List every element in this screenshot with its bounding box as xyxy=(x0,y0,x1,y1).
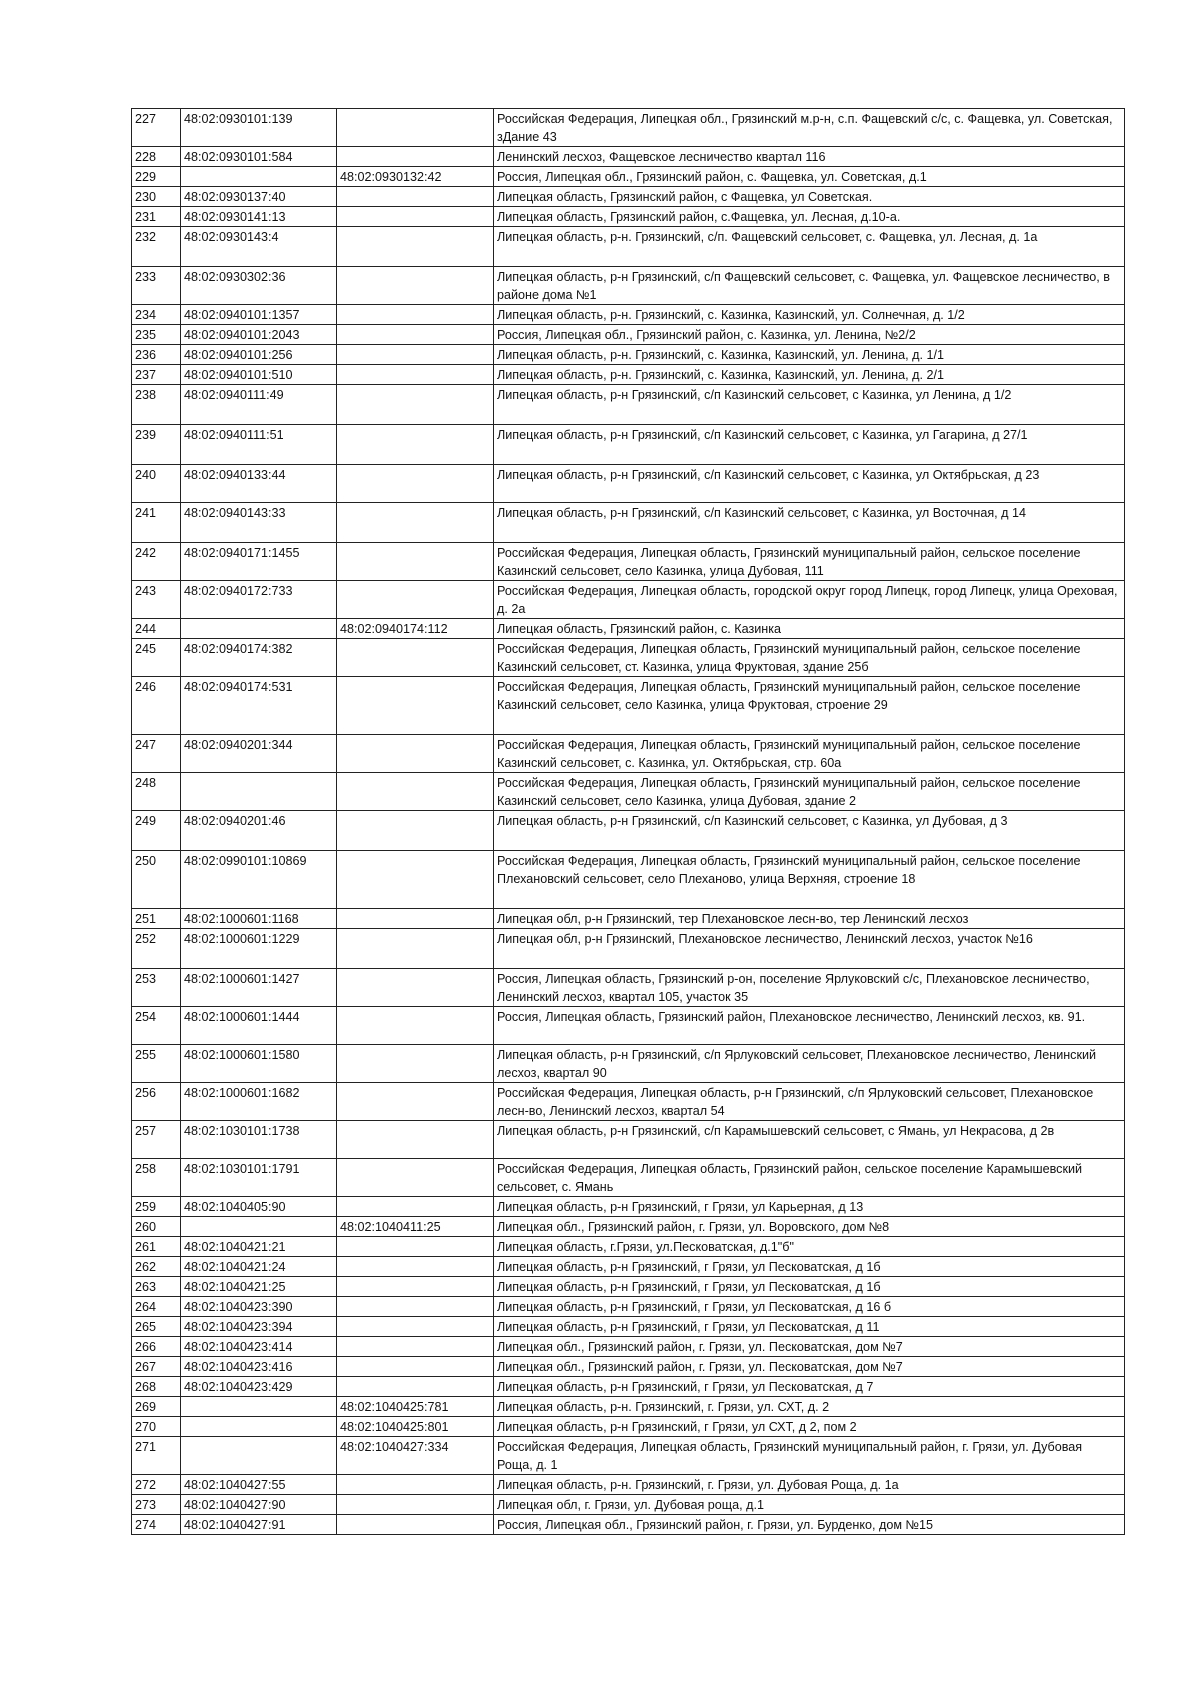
table-row xyxy=(132,167,1125,187)
cadastral-number-cell: 48:02:1000601:1444 xyxy=(181,1007,337,1045)
related-cadastral-number-cell xyxy=(337,1197,494,1217)
address-cell: Липецкая область, р-н. Грязинский, с. Казинка, Казинский, ул. Ленина, д. 2/1 xyxy=(494,365,1125,385)
table-row xyxy=(132,1417,1125,1437)
related-cadastral-number-cell xyxy=(337,1277,494,1297)
related-cadastral-number-cell xyxy=(337,1045,494,1083)
cadastral-number-cell: 48:02:0940101:510 xyxy=(181,365,337,385)
cadastral-number-cell: 48:02:1040423:390 xyxy=(181,1297,337,1317)
table-body xyxy=(132,109,1125,1535)
row-number-cell: 256 xyxy=(132,1083,181,1121)
related-cadastral-number-cell xyxy=(337,305,494,325)
table-row xyxy=(132,619,1125,639)
table-row xyxy=(132,147,1125,167)
row-number-cell: 231 xyxy=(132,207,181,227)
address-cell: Российская Федерация, Липецкая область, Грязинский район, сельское поселение Карамышевский сельсовет, с. Ямань xyxy=(494,1159,1125,1197)
address-cell: Липецкая область, р-н. Грязинский, с. Казинка, Казинский, ул. Солнечная, д. 1/2 xyxy=(494,305,1125,325)
cadastral-number-cell: 48:02:0940171:1455 xyxy=(181,543,337,581)
address-cell: Российская Федерация, Липецкая обл., Грязинский м.р-н, с.п. Фащевский с/с, с. Фащевка, ул. Советская, зДание 43 xyxy=(494,109,1125,147)
cadastral-number-cell: 48:02:0930101:584 xyxy=(181,147,337,167)
address-cell: Липецкая область, Грязинский район, с.Фащевка, ул. Лесная, д.10-а. xyxy=(494,207,1125,227)
address-cell: Российская Федерация, Липецкая область, р-н Грязинский, с/п Ярлуковский сельсовет, Плехановское лесн-во, Ленинский лесхоз, квартал 54 xyxy=(494,1083,1125,1121)
row-number-cell: 241 xyxy=(132,503,181,543)
row-number-cell: 249 xyxy=(132,811,181,851)
cadastral-number-cell: 48:02:1040423:429 xyxy=(181,1377,337,1397)
cadastral-number-cell: 48:02:1040423:416 xyxy=(181,1357,337,1377)
table-row xyxy=(132,1397,1125,1417)
cadastral-number-cell: 48:02:1040427:90 xyxy=(181,1495,337,1515)
address-cell: Липецкая область, р-н. Грязинский, г. Грязи, ул. Дубовая Роща, д. 1а xyxy=(494,1475,1125,1495)
table-row xyxy=(132,1297,1125,1317)
related-cadastral-number-cell xyxy=(337,325,494,345)
table-row xyxy=(132,267,1125,305)
table-row xyxy=(132,1475,1125,1495)
cadastral-number-cell: 48:02:0940201:46 xyxy=(181,811,337,851)
cadastral-number-cell: 48:02:0930302:36 xyxy=(181,267,337,305)
row-number-cell: 270 xyxy=(132,1417,181,1437)
address-cell: Липецкая область, р-н Грязинский, с/п Фащевский сельсовет, с. Фащевка, ул. Фащевское лесничество, в районе дома №1 xyxy=(494,267,1125,305)
cadastral-number-cell: 48:02:1040423:414 xyxy=(181,1337,337,1357)
row-number-cell: 260 xyxy=(132,1217,181,1237)
row-number-cell: 237 xyxy=(132,365,181,385)
row-number-cell: 234 xyxy=(132,305,181,325)
address-cell: Липецкая область, р-н Грязинский, г Грязи, ул Песковатская, д 16 б xyxy=(494,1297,1125,1317)
row-number-cell: 263 xyxy=(132,1277,181,1297)
cadastral-number-cell: 48:02:0940111:49 xyxy=(181,385,337,425)
table-row xyxy=(132,1257,1125,1277)
related-cadastral-number-cell xyxy=(337,735,494,773)
table-row xyxy=(132,1237,1125,1257)
cadastral-number-cell: 48:02:1000601:1580 xyxy=(181,1045,337,1083)
address-cell: Липецкая область, р-н Грязинский, с/п Ярлуковский сельсовет, Плехановское лесничество, Ленинский лесхоз, квартал 90 xyxy=(494,1045,1125,1083)
table-row xyxy=(132,811,1125,851)
related-cadastral-number-cell xyxy=(337,969,494,1007)
related-cadastral-number-cell xyxy=(337,909,494,929)
row-number-cell: 243 xyxy=(132,581,181,619)
table-row xyxy=(132,1377,1125,1397)
table-row xyxy=(132,909,1125,929)
table-row xyxy=(132,929,1125,969)
cadastral-number-cell: 48:02:1000601:1682 xyxy=(181,1083,337,1121)
table-row xyxy=(132,1217,1125,1237)
address-cell: Липецкая область, р-н Грязинский, г Грязи, ул СХТ, д 2, пом 2 xyxy=(494,1417,1125,1437)
row-number-cell: 259 xyxy=(132,1197,181,1217)
cadastral-number-cell: 48:02:1000601:1229 xyxy=(181,929,337,969)
table-row xyxy=(132,851,1125,909)
table-row xyxy=(132,345,1125,365)
table-row xyxy=(132,365,1125,385)
address-cell: Ленинский лесхоз, Фащевское лесничество квартал 116 xyxy=(494,147,1125,167)
row-number-cell: 230 xyxy=(132,187,181,207)
row-number-cell: 272 xyxy=(132,1475,181,1495)
related-cadastral-number-cell xyxy=(337,267,494,305)
row-number-cell: 248 xyxy=(132,773,181,811)
address-cell: Липецкая область, Грязинский район, с. Казинка xyxy=(494,619,1125,639)
row-number-cell: 265 xyxy=(132,1317,181,1337)
row-number-cell: 227 xyxy=(132,109,181,147)
row-number-cell: 228 xyxy=(132,147,181,167)
cadastral-number-cell xyxy=(181,773,337,811)
table-row xyxy=(132,305,1125,325)
related-cadastral-number-cell xyxy=(337,109,494,147)
related-cadastral-number-cell xyxy=(337,1475,494,1495)
cadastral-number-cell xyxy=(181,1217,337,1237)
table-row xyxy=(132,385,1125,425)
address-cell: Липецкая область, р-н Грязинский, г Грязи, ул Песковатская, д 1б xyxy=(494,1277,1125,1297)
related-cadastral-number-cell: 48:02:1040425:781 xyxy=(337,1397,494,1417)
row-number-cell: 267 xyxy=(132,1357,181,1377)
related-cadastral-number-cell xyxy=(337,811,494,851)
row-number-cell: 247 xyxy=(132,735,181,773)
address-cell: Липецкая область, р-н. Грязинский, г. Грязи, ул. СХТ, д. 2 xyxy=(494,1397,1125,1417)
address-cell: Липецкая область, р-н Грязинский, г Грязи, ул Песковатская, д 11 xyxy=(494,1317,1125,1337)
row-number-cell: 238 xyxy=(132,385,181,425)
related-cadastral-number-cell: 48:02:0930132:42 xyxy=(337,167,494,187)
address-cell: Россия, Липецкая область, Грязинский район, Плехановское лесничество, Ленинский лесхоз, кв. 91. xyxy=(494,1007,1125,1045)
table-row xyxy=(132,543,1125,581)
cadastral-number-cell xyxy=(181,167,337,187)
related-cadastral-number-cell xyxy=(337,1495,494,1515)
table-row xyxy=(132,639,1125,677)
cadastral-number-cell: 48:02:0940172:733 xyxy=(181,581,337,619)
table-row xyxy=(132,1197,1125,1217)
address-cell: Липецкая область, р-н. Грязинский, с/п. Фащевский сельсовет, с. Фащевка, ул. Лесная, д. 1а xyxy=(494,227,1125,267)
address-cell: Липецкая обл., Грязинский район, г. Грязи, ул. Песковатская, дом №7 xyxy=(494,1337,1125,1357)
table-row xyxy=(132,1083,1125,1121)
related-cadastral-number-cell xyxy=(337,425,494,465)
table-row xyxy=(132,1317,1125,1337)
related-cadastral-number-cell: 48:02:1040427:334 xyxy=(337,1437,494,1475)
related-cadastral-number-cell: 48:02:1040425:801 xyxy=(337,1417,494,1437)
row-number-cell: 261 xyxy=(132,1237,181,1257)
row-number-cell: 229 xyxy=(132,167,181,187)
row-number-cell: 257 xyxy=(132,1121,181,1159)
related-cadastral-number-cell xyxy=(337,1515,494,1535)
related-cadastral-number-cell xyxy=(337,187,494,207)
address-cell: Российская Федерация, Липецкая область, городской округ город Липецк, город Липецк, улица Ореховая, д. 2а xyxy=(494,581,1125,619)
address-cell: Россия, Липецкая обл., Грязинский район, с. Казинка, ул. Ленина, №2/2 xyxy=(494,325,1125,345)
row-number-cell: 262 xyxy=(132,1257,181,1277)
cadastral-number-cell: 48:02:0940101:2043 xyxy=(181,325,337,345)
cadastral-number-cell: 48:02:0930101:139 xyxy=(181,109,337,147)
related-cadastral-number-cell xyxy=(337,929,494,969)
cadastral-table xyxy=(131,108,1125,1535)
row-number-cell: 254 xyxy=(132,1007,181,1045)
table-row xyxy=(132,773,1125,811)
cadastral-number-cell: 48:02:1040423:394 xyxy=(181,1317,337,1337)
row-number-cell: 268 xyxy=(132,1377,181,1397)
address-cell: Российская Федерация, Липецкая область, Грязинский муниципальный район, сельское поселение Плехановский сельсовет, село Плеханово, улица Верхняя, строение 18 xyxy=(494,851,1125,909)
table-row xyxy=(132,969,1125,1007)
cadastral-number-cell: 48:02:0930143:4 xyxy=(181,227,337,267)
cadastral-number-cell: 48:02:1040421:21 xyxy=(181,1237,337,1257)
address-cell: Липецкая обл., Грязинский район, г. Грязи, ул. Песковатская, дом №7 xyxy=(494,1357,1125,1377)
row-number-cell: 233 xyxy=(132,267,181,305)
address-cell: Российская Федерация, Липецкая область, Грязинский муниципальный район, сельское поселение Казинский сельсовет, ст. Казинка, улица Фруктовая, здание 25б xyxy=(494,639,1125,677)
table-row xyxy=(132,1495,1125,1515)
cadastral-number-cell: 48:02:0990101:10869 xyxy=(181,851,337,909)
related-cadastral-number-cell: 48:02:1040411:25 xyxy=(337,1217,494,1237)
address-cell: Российская Федерация, Липецкая область, Грязинский муниципальный район, сельское поселение Казинский сельсовет, село Казинка, улица Дубовая, здание 2 xyxy=(494,773,1125,811)
related-cadastral-number-cell xyxy=(337,1357,494,1377)
row-number-cell: 258 xyxy=(132,1159,181,1197)
table-row xyxy=(132,1159,1125,1197)
table-row xyxy=(132,1121,1125,1159)
cadastral-number-cell xyxy=(181,619,337,639)
address-cell: Липецкая область, р-н Грязинский, с/п Казинский сельсовет, с Казинка, ул Дубовая, д 3 xyxy=(494,811,1125,851)
address-cell: Россия, Липецкая обл., Грязинский район, г. Грязи, ул. Бурденко, дом №15 xyxy=(494,1515,1125,1535)
address-cell: Российская Федерация, Липецкая область, Грязинский муниципальный район, сельское поселение Казинский сельсовет, с. Казинка, ул. Октябрьская, стр. 60а xyxy=(494,735,1125,773)
cadastral-number-cell: 48:02:1000601:1168 xyxy=(181,909,337,929)
address-cell: Липецкая область, р-н Грязинский, с/п Казинский сельсовет, с Казинка, ул Ленина, д 1/2 xyxy=(494,385,1125,425)
related-cadastral-number-cell xyxy=(337,1237,494,1257)
row-number-cell: 252 xyxy=(132,929,181,969)
table-row xyxy=(132,1437,1125,1475)
cadastral-number-cell: 48:02:1040421:24 xyxy=(181,1257,337,1277)
related-cadastral-number-cell xyxy=(337,1121,494,1159)
address-cell: Липецкая обл, р-н Грязинский, Плехановское лесничество, Ленинский лесхоз, участок №16 xyxy=(494,929,1125,969)
address-cell: Россия, Липецкая обл., Грязинский район, с. Фащевка, ул. Советская, д.1 xyxy=(494,167,1125,187)
address-cell: Липецкая область, р-н Грязинский, г Грязи, ул Песковатская, д 7 xyxy=(494,1377,1125,1397)
cadastral-number-cell: 48:02:1000601:1427 xyxy=(181,969,337,1007)
cadastral-number-cell: 48:02:1030101:1738 xyxy=(181,1121,337,1159)
row-number-cell: 273 xyxy=(132,1495,181,1515)
address-cell: Россия, Липецкая область, Грязинский р-он, поселение Ярлуковский с/с, Плехановское лесничество, Ленинский лесхоз, квартал 105, участок 35 xyxy=(494,969,1125,1007)
related-cadastral-number-cell xyxy=(337,543,494,581)
cadastral-number-cell: 48:02:0940174:382 xyxy=(181,639,337,677)
table-row xyxy=(132,1007,1125,1045)
cadastral-number-cell: 48:02:1040405:90 xyxy=(181,1197,337,1217)
cadastral-number-cell: 48:02:0940101:256 xyxy=(181,345,337,365)
related-cadastral-number-cell xyxy=(337,1317,494,1337)
address-cell: Липецкая область, г.Грязи, ул.Песковатская, д.1"б" xyxy=(494,1237,1125,1257)
address-cell: Липецкая область, р-н Грязинский, с/п Казинский сельсовет, с Казинка, ул Восточная, д 14 xyxy=(494,503,1125,543)
table-row xyxy=(132,187,1125,207)
related-cadastral-number-cell xyxy=(337,1377,494,1397)
related-cadastral-number-cell xyxy=(337,503,494,543)
table-row xyxy=(132,465,1125,503)
related-cadastral-number-cell xyxy=(337,773,494,811)
table-row xyxy=(132,425,1125,465)
cadastral-number-cell: 48:02:0940111:51 xyxy=(181,425,337,465)
row-number-cell: 266 xyxy=(132,1337,181,1357)
table-row xyxy=(132,1337,1125,1357)
address-cell: Российская Федерация, Липецкая область, Грязинский муниципальный район, г. Грязи, ул. Дубовая Роща, д. 1 xyxy=(494,1437,1125,1475)
row-number-cell: 242 xyxy=(132,543,181,581)
related-cadastral-number-cell xyxy=(337,147,494,167)
cadastral-number-cell: 48:02:1040427:91 xyxy=(181,1515,337,1535)
cadastral-number-cell: 48:02:0930141:13 xyxy=(181,207,337,227)
cadastral-number-cell: 48:02:0940174:531 xyxy=(181,677,337,735)
cadastral-number-cell xyxy=(181,1417,337,1437)
address-cell: Российская Федерация, Липецкая область, Грязинский муниципальный район, сельское поселение Казинский сельсовет, село Казинка, улица Фруктовая, строение 29 xyxy=(494,677,1125,735)
related-cadastral-number-cell xyxy=(337,465,494,503)
table-row xyxy=(132,109,1125,147)
related-cadastral-number-cell xyxy=(337,1007,494,1045)
row-number-cell: 271 xyxy=(132,1437,181,1475)
row-number-cell: 244 xyxy=(132,619,181,639)
cadastral-number-cell: 48:02:0940133:44 xyxy=(181,465,337,503)
table-row xyxy=(132,1045,1125,1083)
address-cell: Липецкая область, р-н Грязинский, с/п Карамышевский сельсовет, с Ямань, ул Некрасова, д 2в xyxy=(494,1121,1125,1159)
table-row xyxy=(132,1357,1125,1377)
table-row xyxy=(132,735,1125,773)
row-number-cell: 274 xyxy=(132,1515,181,1535)
address-cell: Липецкая область, р-н Грязинский, с/п Казинский сельсовет, с Казинка, ул Гагарина, д 27/1 xyxy=(494,425,1125,465)
cadastral-number-cell: 48:02:1040427:55 xyxy=(181,1475,337,1495)
table-row xyxy=(132,227,1125,267)
row-number-cell: 239 xyxy=(132,425,181,465)
row-number-cell: 269 xyxy=(132,1397,181,1417)
related-cadastral-number-cell xyxy=(337,207,494,227)
related-cadastral-number-cell xyxy=(337,639,494,677)
cadastral-number-cell: 48:02:1030101:1791 xyxy=(181,1159,337,1197)
related-cadastral-number-cell xyxy=(337,851,494,909)
related-cadastral-number-cell xyxy=(337,227,494,267)
related-cadastral-number-cell: 48:02:0940174:112 xyxy=(337,619,494,639)
document-page xyxy=(131,108,1124,1535)
row-number-cell: 235 xyxy=(132,325,181,345)
cadastral-number-cell xyxy=(181,1397,337,1417)
table-row xyxy=(132,677,1125,735)
cadastral-number-cell: 48:02:0940143:33 xyxy=(181,503,337,543)
address-cell: Липецкая область, Грязинский район, с Фащевка, ул Советская. xyxy=(494,187,1125,207)
table-row xyxy=(132,581,1125,619)
row-number-cell: 250 xyxy=(132,851,181,909)
related-cadastral-number-cell xyxy=(337,1337,494,1357)
related-cadastral-number-cell xyxy=(337,1257,494,1277)
related-cadastral-number-cell xyxy=(337,581,494,619)
address-cell: Липецкая область, р-н Грязинский, с/п Казинский сельсовет, с Казинка, ул Октябрьская, д 23 xyxy=(494,465,1125,503)
table-row xyxy=(132,1277,1125,1297)
row-number-cell: 251 xyxy=(132,909,181,929)
address-cell: Липецкая область, р-н. Грязинский, с. Казинка, Казинский, ул. Ленина, д. 1/1 xyxy=(494,345,1125,365)
cadastral-number-cell: 48:02:0940201:344 xyxy=(181,735,337,773)
row-number-cell: 246 xyxy=(132,677,181,735)
row-number-cell: 232 xyxy=(132,227,181,267)
table-row xyxy=(132,325,1125,345)
related-cadastral-number-cell xyxy=(337,1297,494,1317)
related-cadastral-number-cell xyxy=(337,345,494,365)
related-cadastral-number-cell xyxy=(337,1083,494,1121)
related-cadastral-number-cell xyxy=(337,1159,494,1197)
row-number-cell: 264 xyxy=(132,1297,181,1317)
address-cell: Липецкая обл, г. Грязи, ул. Дубовая роща, д.1 xyxy=(494,1495,1125,1515)
address-cell: Российская Федерация, Липецкая область, Грязинский муниципальный район, сельское поселение Казинский сельсовет, село Казинка, улица Дубовая, 111 xyxy=(494,543,1125,581)
address-cell: Липецкая область, р-н Грязинский, г Грязи, ул Карьерная, д 13 xyxy=(494,1197,1125,1217)
row-number-cell: 245 xyxy=(132,639,181,677)
cadastral-number-cell: 48:02:1040421:25 xyxy=(181,1277,337,1297)
cadastral-number-cell: 48:02:0930137:40 xyxy=(181,187,337,207)
row-number-cell: 253 xyxy=(132,969,181,1007)
row-number-cell: 240 xyxy=(132,465,181,503)
address-cell: Липецкая область, р-н Грязинский, г Грязи, ул Песковатская, д 1б xyxy=(494,1257,1125,1277)
address-cell: Липецкая обл., Грязинский район, г. Грязи, ул. Воровского, дом №8 xyxy=(494,1217,1125,1237)
table-row xyxy=(132,1515,1125,1535)
row-number-cell: 236 xyxy=(132,345,181,365)
table-row xyxy=(132,503,1125,543)
related-cadastral-number-cell xyxy=(337,365,494,385)
row-number-cell: 255 xyxy=(132,1045,181,1083)
address-cell: Липецкая обл, р-н Грязинский, тер Плехановское лесн-во, тер Ленинский лесхоз xyxy=(494,909,1125,929)
cadastral-number-cell xyxy=(181,1437,337,1475)
table-row xyxy=(132,207,1125,227)
related-cadastral-number-cell xyxy=(337,677,494,735)
cadastral-number-cell: 48:02:0940101:1357 xyxy=(181,305,337,325)
related-cadastral-number-cell xyxy=(337,385,494,425)
